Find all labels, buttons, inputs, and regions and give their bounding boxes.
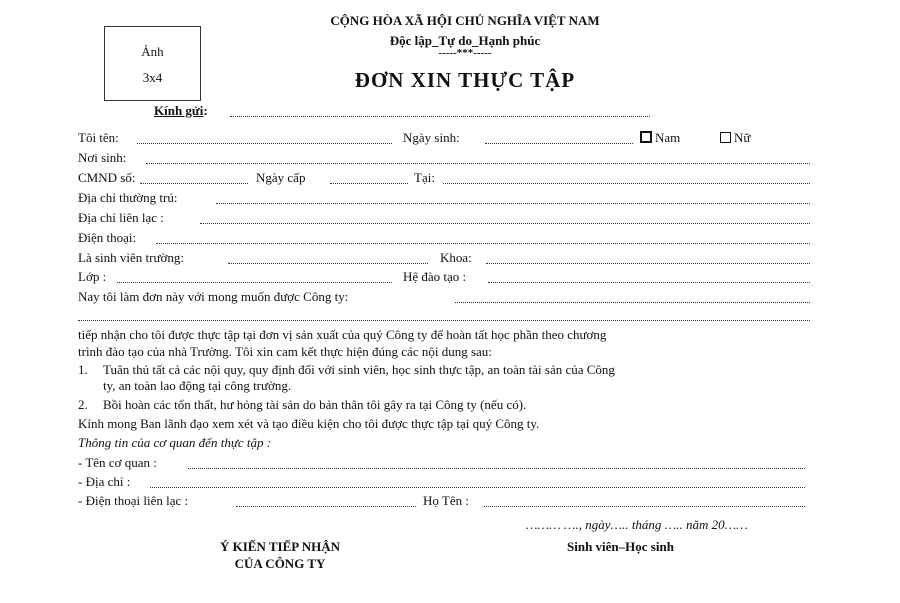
name-field[interactable] bbox=[137, 143, 392, 144]
training-type-label: Hệ đào tạo : bbox=[403, 269, 467, 284]
purpose-field-2[interactable] bbox=[78, 320, 810, 321]
purpose-field-1[interactable] bbox=[455, 302, 810, 303]
commitment-1-line-1: Tuân thủ tất cả các nội quy, quy định đối với sinh viên, học sinh thực tập, an toàn tài sản của Công bbox=[103, 362, 615, 377]
commitment-2-text: Bồi hoàn các tổn thất, hư hỏng tài sản do bản thân tôi gây ra tại Công ty (nếu có). bbox=[103, 397, 527, 412]
name-label: Tôi tên: bbox=[78, 130, 119, 145]
male-checkbox[interactable] bbox=[640, 131, 652, 143]
faculty-field[interactable] bbox=[486, 263, 810, 264]
agency-name-field[interactable] bbox=[188, 468, 805, 469]
agency-address-label: - Địa chỉ : bbox=[78, 474, 131, 489]
agency-phone-field[interactable] bbox=[236, 506, 416, 507]
agency-phone-label: - Điện thoại liên lạc : bbox=[78, 493, 189, 508]
permanent-address-field[interactable] bbox=[216, 203, 810, 204]
motto: Độc lập_Tự do_Hạnh phúc bbox=[389, 33, 541, 48]
agency-name-label: - Tên cơ quan : bbox=[78, 455, 157, 470]
photo-box bbox=[104, 26, 201, 101]
agency-address-field[interactable] bbox=[150, 487, 805, 488]
company-opinion-line-2: CỦA CÔNG TY bbox=[234, 556, 326, 571]
date-line: ……… …., ngày….. tháng ….. năm 20…… bbox=[526, 517, 748, 532]
form-title: ĐƠN XIN THỰC TẬP bbox=[354, 68, 576, 92]
dob-label: Ngày sinh: bbox=[403, 130, 460, 145]
school-label: Là sinh viên trường: bbox=[78, 250, 184, 265]
issue-place-field[interactable] bbox=[443, 183, 810, 184]
issue-date-field[interactable] bbox=[330, 183, 408, 184]
motto-stars: -----***----- bbox=[438, 47, 492, 59]
birthplace-label: Nơi sinh: bbox=[78, 150, 127, 165]
purpose-label: Nay tôi làm đơn này với mong muốn được Công ty: bbox=[78, 289, 349, 304]
student-signature-label: Sinh viên–Học sinh bbox=[567, 539, 674, 554]
id-number-field[interactable] bbox=[140, 183, 248, 184]
body-line-1: tiếp nhận cho tôi được thực tập tại đơn vị sản xuất của quý Công ty để hoàn tất học phần theo chương bbox=[78, 327, 607, 342]
recipient-field[interactable] bbox=[230, 116, 650, 117]
photo-label: Ảnh bbox=[141, 44, 164, 59]
commitment-1-number: 1. bbox=[78, 362, 88, 377]
contact-person-field[interactable] bbox=[484, 506, 805, 507]
contact-address-field[interactable] bbox=[200, 223, 810, 224]
faculty-label: Khoa: bbox=[440, 250, 472, 265]
gender-male-option[interactable]: Nam bbox=[640, 130, 680, 146]
body-line-2: trình đào tạo của nhà Trường. Tôi xin cam kết thực hiện đúng các nội dung sau: bbox=[78, 344, 492, 359]
commitment-1-line-2: ty, an toàn lao động tại công trường. bbox=[103, 378, 292, 393]
recipient-label: Kính gửi: bbox=[154, 103, 208, 118]
phone-label: Điện thoại: bbox=[78, 230, 137, 245]
birthplace-field[interactable] bbox=[146, 163, 810, 164]
school-field[interactable] bbox=[228, 263, 428, 264]
closing-line: Kính mong Ban lãnh đạo xem xét và tạo điều kiện cho tôi được thực tập tại quý Công ty. bbox=[78, 416, 540, 431]
company-opinion-line-1: Ý KIẾN TIẾP NHẬN bbox=[219, 539, 341, 554]
contact-person-label: Họ Tên : bbox=[423, 493, 469, 508]
female-checkbox[interactable] bbox=[720, 132, 731, 143]
training-type-field[interactable] bbox=[488, 282, 810, 283]
commitment-2-number: 2. bbox=[78, 397, 88, 412]
dob-field[interactable] bbox=[485, 143, 633, 144]
issue-date-label: Ngày cấp bbox=[256, 170, 306, 185]
class-label: Lớp : bbox=[78, 269, 107, 284]
nation-header: CỘNG HÒA XÃ HỘI CHỦ NGHĨA VIỆT NAM bbox=[330, 13, 600, 28]
agency-heading: Thông tin của cơ quan đến thực tập : bbox=[78, 435, 272, 450]
permanent-address-label: Địa chỉ thường trú: bbox=[78, 190, 178, 205]
photo-size: 3x4 bbox=[142, 70, 163, 85]
contact-address-label: Địa chỉ liên lạc : bbox=[78, 210, 164, 225]
gender-female-option[interactable]: Nữ bbox=[720, 130, 750, 146]
id-number-label: CMND số: bbox=[78, 170, 136, 185]
phone-field[interactable] bbox=[156, 243, 810, 244]
issue-place-label: Tại: bbox=[414, 170, 435, 185]
class-field[interactable] bbox=[117, 282, 392, 283]
